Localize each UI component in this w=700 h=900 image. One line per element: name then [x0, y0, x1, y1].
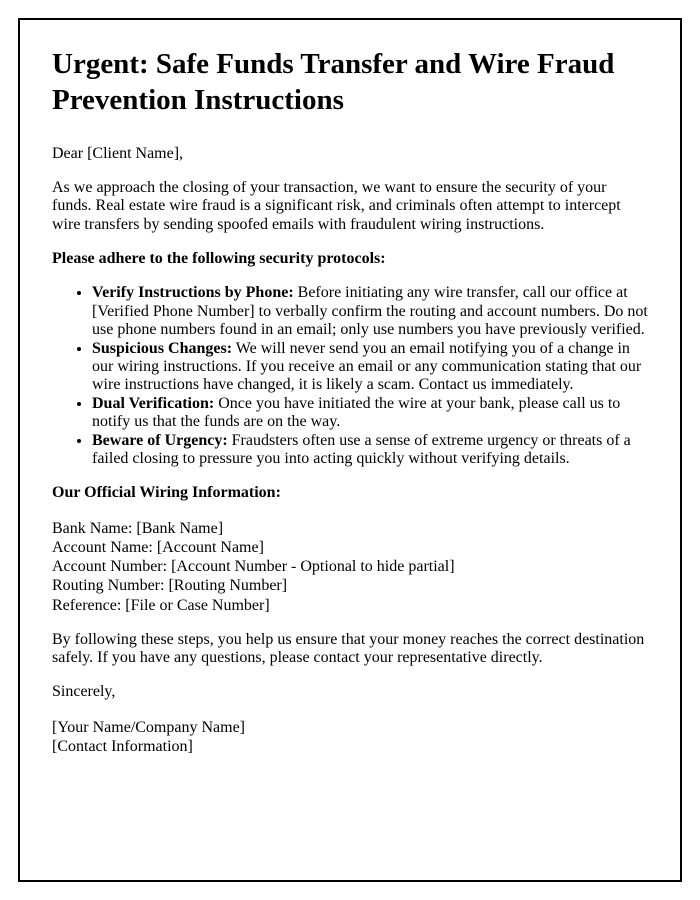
protocol-lead: Beware of Urgency:: [92, 431, 228, 449]
protocol-item: [92, 284, 648, 339]
signature-contact: [Contact Information]: [52, 738, 193, 756]
letter-title: Urgent: Safe Funds Transfer and Wire Fraud Prevention Instructions: [52, 48, 615, 117]
protocol-item: [92, 432, 648, 469]
protocol-item: [92, 395, 648, 432]
wiring-line-routing-number: Routing Number: [Routing Number]: [52, 577, 288, 595]
signature-name: [Your Name/Company Name]: [52, 718, 246, 736]
wiring-info-block: [52, 519, 648, 615]
protocol-lead: Suspicious Changes:: [92, 339, 233, 357]
letter-frame: [18, 18, 682, 882]
wiring-line-reference: Reference: [File or Case Number]: [52, 596, 270, 614]
protocol-lead: Dual Verification:: [92, 394, 215, 412]
protocol-text: Before initiating any wire transfer, call our office at [Verified Phone Number] to verbally confirm the routing and account numbers. Do not use phone numbers found in an email; only use numbers you have previously verified.: [92, 284, 648, 339]
signature-block: [52, 718, 648, 756]
signoff: Sincerely,: [52, 683, 116, 701]
wiring-line-account-name: Account Name: [Account Name]: [52, 538, 264, 556]
closing-paragraph: By following these steps, you help us ensure that your money reaches the correct destination safely. If you have any questions, please contact your representative directly.: [52, 630, 645, 667]
protocol-text: Once you have initiated the wire at your bank, please call us to notify us that the funds are on the way.: [92, 394, 621, 431]
protocol-text: We will never send you an email notifying you of a change in our wiring instructions. If you receive an email or any communication stating that our wire instructions have changed, it is likely a scam. Contact us immediately.: [92, 339, 642, 394]
wiring-line-account-number: Account Number: [Account Number - Optional to hide partial]: [52, 558, 455, 576]
protocol-list: [52, 284, 648, 468]
salutation: Dear [Client Name],: [52, 144, 184, 162]
protocol-lead: Verify Instructions by Phone:: [92, 284, 294, 302]
intro-paragraph: As we approach the closing of your transaction, we want to ensure the security of your funds. Real estate wire fraud is a significant risk, and criminals often attempt to intercept wire transfers by sending spoofed emails with fraudulent wiring instructions.: [52, 178, 621, 233]
wiring-heading: Our Official Wiring Information:: [52, 484, 281, 502]
protocols-heading: Please adhere to the following security protocols:: [52, 250, 386, 268]
protocol-item: [92, 340, 648, 395]
wiring-line-bank-name: Bank Name: [Bank Name]: [52, 519, 224, 537]
protocol-text: Fraudsters often use a sense of extreme urgency or threats of a failed closing to pressure you into acting quickly without verifying details.: [92, 431, 631, 467]
